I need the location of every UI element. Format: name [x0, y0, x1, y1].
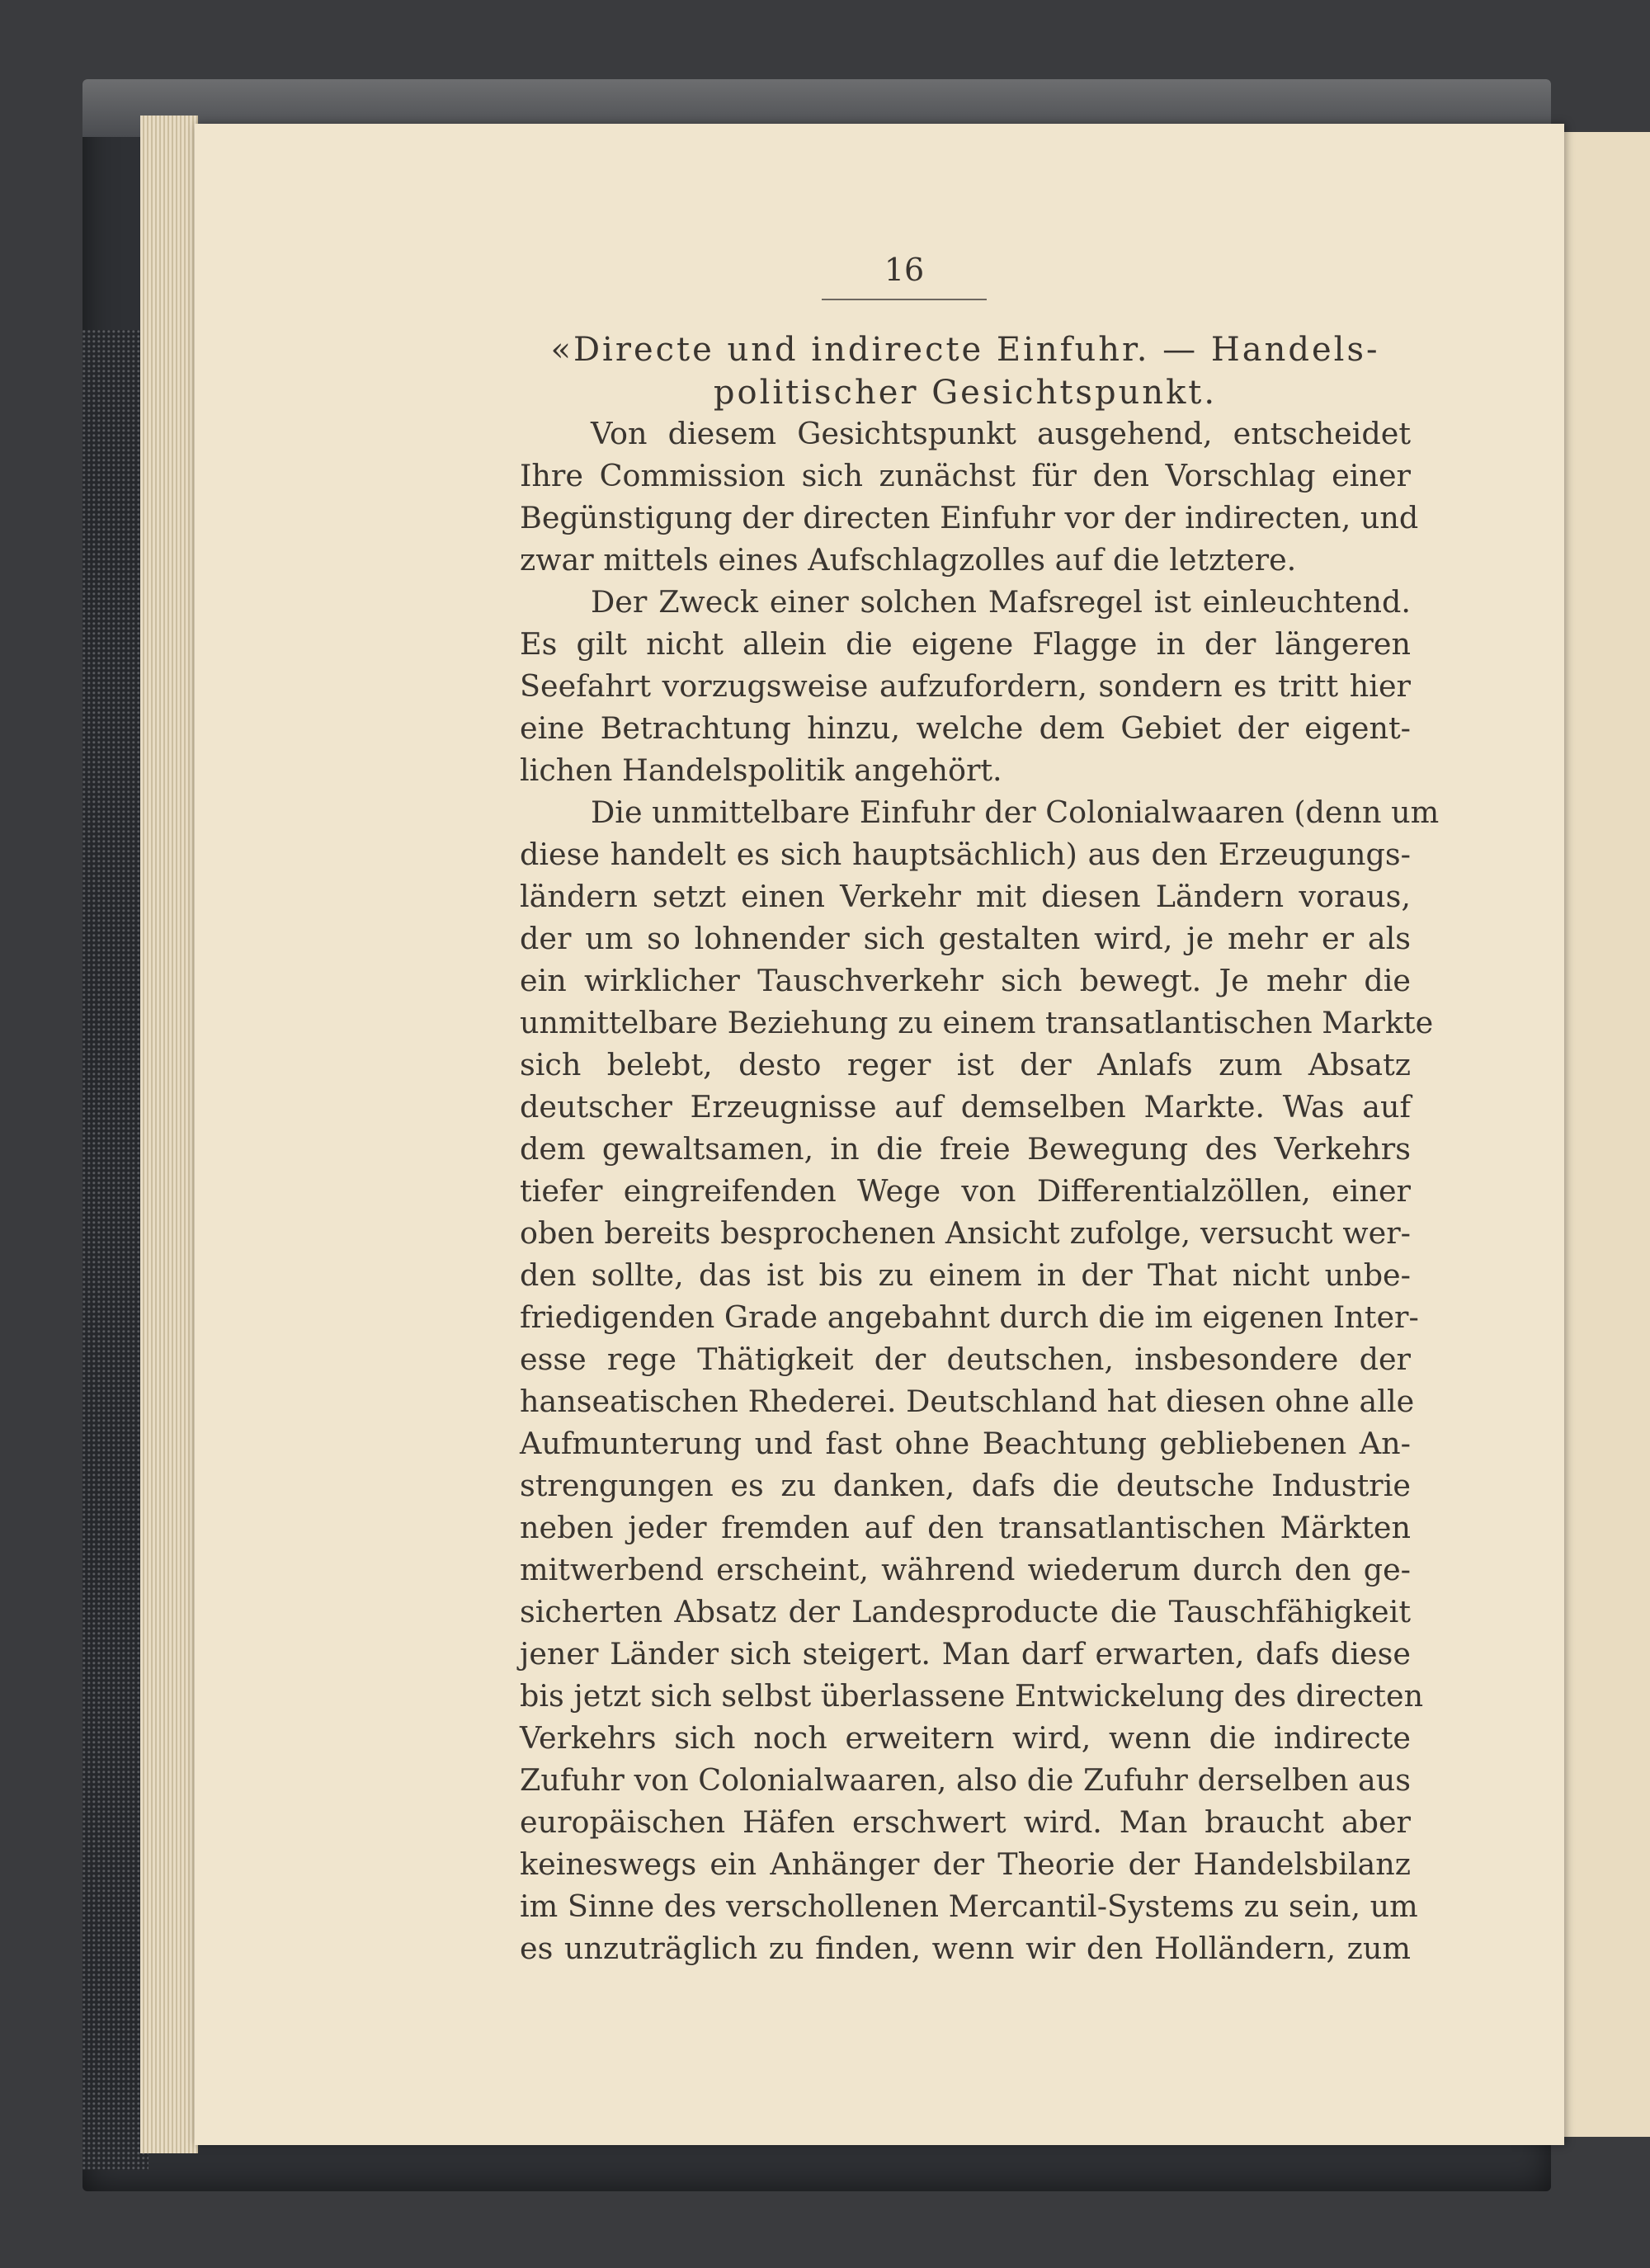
- text-line: bis jetzt sich selbst überlassene Entwickelung des directen: [520, 1678, 1424, 1714]
- text-line: deutscher Erzeugnisse auf demselben Markte. Was auf: [520, 1089, 1411, 1125]
- next-page-edge: [1564, 132, 1650, 2137]
- text-line: neben jeder fremden auf den transatlantischen Märkten: [520, 1510, 1411, 1545]
- text-line: friedigenden Grade angebahnt durch die im eigenen Inter-: [520, 1299, 1419, 1335]
- text-line: unmittelbare Beziehung zu einem transatlantischen Markte: [520, 1005, 1434, 1040]
- page-edges: [140, 116, 198, 2153]
- text-line: Es gilt nicht allein die eigene Flagge in der längeren: [520, 626, 1411, 662]
- leather-spine: [82, 330, 148, 2170]
- heading-line-2: politischer Gesichtspunkt.: [713, 374, 1218, 412]
- text-line: diese handelt es sich hauptsächlich) aus den Erzeugungs-: [520, 837, 1411, 872]
- text-line: jener Länder sich steigert. Man darf erwarten, dafs diese: [520, 1636, 1411, 1672]
- text-line: Aufmunterung und fast ohne Beachtung gebliebenen An-: [520, 1426, 1411, 1461]
- text-line: esse rege Thätigkeit der deutschen, insbesondere der: [520, 1341, 1411, 1377]
- text-line: europäischen Häfen erschwert wird. Man braucht aber: [520, 1804, 1411, 1840]
- text-line: Ihre Commission sich zunächst für den Vorschlag einer: [520, 458, 1411, 493]
- body-text: [520, 413, 1440, 1969]
- text-line: mitwerbend erscheint, während wiederum durch den ge-: [520, 1552, 1411, 1587]
- text-line: Begünstigung der directen Einfuhr vor der indirecten, und: [520, 500, 1419, 535]
- text-line: dem gewaltsamen, in die freie Bewegung des Verkehrs: [520, 1131, 1411, 1167]
- text-line: sicherten Absatz der Landesproducte die Tauschfähigkeit: [520, 1594, 1411, 1629]
- text-line: hanseatischen Rhederei. Deutschland hat diesen ohne alle: [520, 1384, 1415, 1419]
- page-number: 16: [884, 252, 925, 288]
- heading-line-1: «Directe und indirecte Einfuhr. — Handels-: [550, 331, 1380, 369]
- text-line: eine Betrachtung hinzu, welche dem Gebiet der eigent-: [520, 710, 1411, 746]
- text-line: lichen Handelspolitik angehört.: [520, 752, 1002, 788]
- text-line: zwar mittels eines Aufschlagzolles auf die letztere.: [520, 542, 1297, 578]
- page-number-rule: [822, 299, 987, 300]
- text-line: oben bereits besprochenen Ansicht zufolge, versucht wer-: [520, 1215, 1411, 1251]
- text-line: Verkehrs sich noch erweitern wird, wenn die indirecte: [520, 1720, 1411, 1756]
- text-line: Seefahrt vorzugsweise aufzufordern, sondern es tritt hier: [520, 668, 1411, 704]
- text-line: tiefer eingreifenden Wege von Differentialzöllen, einer: [520, 1173, 1411, 1209]
- text-line: keineswegs ein Anhänger der Theorie der Handelsbilanz: [520, 1846, 1411, 1882]
- text-line: der um so lohnender sich gestalten wird, je mehr er als: [520, 921, 1411, 956]
- text-line: Die unmittelbare Einfuhr der Colonialwaaren (denn um: [591, 795, 1440, 830]
- text-line: strengungen es zu danken, dafs die deutsche Industrie: [520, 1468, 1411, 1503]
- text-line: ein wirklicher Tauschverkehr sich bewegt. Je mehr die: [520, 963, 1411, 998]
- text-line: Von diesem Gesichtspunkt ausgehend, entscheidet: [591, 416, 1411, 451]
- text-line: den sollte, das ist bis zu einem in der That nicht unbe-: [520, 1257, 1411, 1293]
- text-line: sich belebt, desto reger ist der Anlafs zum Absatz: [520, 1047, 1411, 1082]
- text-line: im Sinne des verschollenen Mercantil-Systems zu sein, um: [520, 1888, 1418, 1924]
- text-line: es unzuträglich zu finden, wenn wir den Holländern, zum: [520, 1931, 1411, 1966]
- text-line: ländern setzt einen Verkehr mit diesen Ländern voraus,: [520, 879, 1411, 914]
- section-heading: [520, 328, 1411, 414]
- text-line: Der Zweck einer solchen Mafsregel ist einleuchtend.: [591, 584, 1411, 620]
- text-line: Zufuhr von Colonialwaaren, also die Zufuhr derselben aus: [520, 1762, 1411, 1798]
